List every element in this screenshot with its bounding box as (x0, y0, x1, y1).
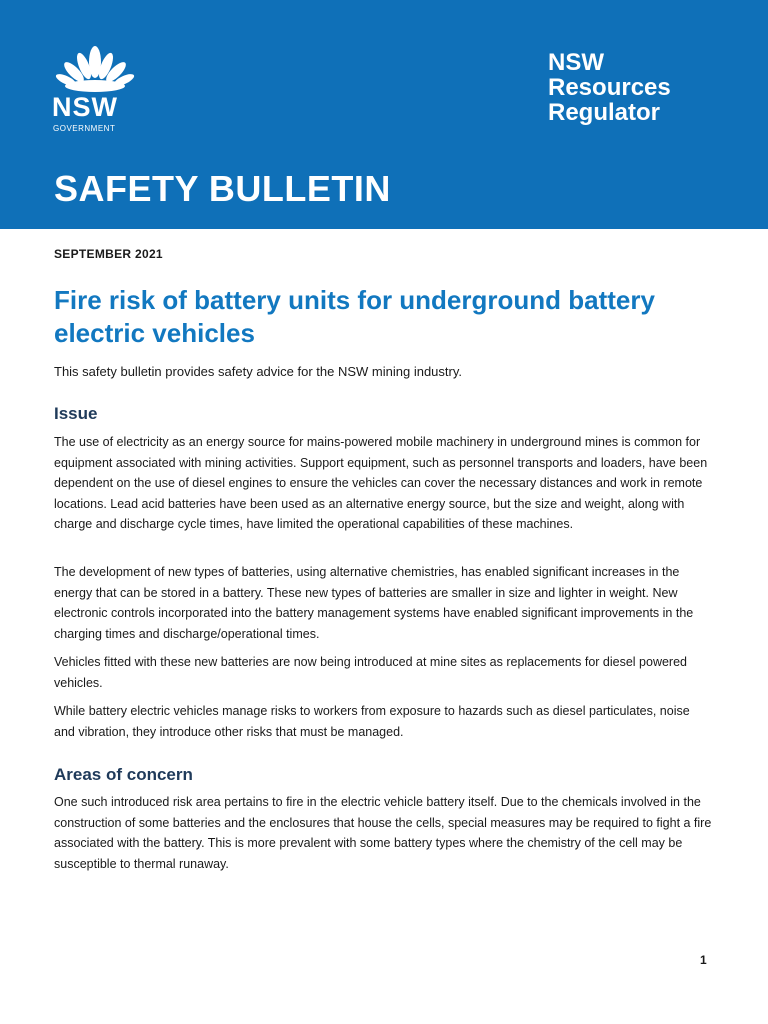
page-number: 1 (700, 953, 707, 967)
bulletin-title: Fire risk of battery units for underground battery electric vehicles (54, 285, 655, 348)
regulator-line-2: Resources (548, 74, 671, 101)
regulator-line-3: Regulator (548, 99, 661, 126)
regulator-line-1: NSW (548, 49, 604, 76)
issue-paragraph-2: The development of new types of batteries, using alternative chemistries, has enabled significant increases in the energy that can be stored in a battery. These new types of batteries are smaller in size and lighter in weight. New electronic controls incorporated into the battery management systems have enabled significant improvements in the charging times and discharge/operational times. (54, 565, 694, 641)
resources-regulator-logo (548, 50, 671, 125)
banner-title: SAFETY BULLETIN (54, 168, 391, 209)
issue-paragraph-4: While battery electric vehicles manage risks to workers from exposure to hazards such as diesel particulates, noise and vibration, they introduce other risks that must be managed. (54, 704, 690, 739)
government-logo-text: GOVERNMENT (53, 124, 116, 133)
header-banner (0, 0, 768, 229)
concern-paragraph-1: One such introduced risk area pertains to fire in the electric vehicle battery itself. Due to the chemicals involved in the construction of some batteries and the enclosures that house the cells, special measures may be required to fight a fire associated with the battery. This is more prevalent with some battery types where the chemistry of the cell may be susceptible to thermal runaway. (54, 795, 712, 871)
intro-text: This safety bulletin provides safety advice for the NSW mining industry. (54, 364, 462, 379)
section-heading-issue: Issue (54, 404, 98, 423)
bulletin-date: SEPTEMBER 2021 (54, 247, 163, 261)
issue-paragraph-1: The use of electricity as an energy source for mains-powered mobile machinery in underground mines is common for equipment associated with mining activities. Support equipment, such as personnel transports and loaders, have been dependent on the use of diesel engines to ensure the vehicles can cover the necessary distances and work in remote locations. Lead acid batteries have been used as an alternative energy source, but the size and weight, along with charge and discharge cycle times, have limited the operational capabilities of these machines. (54, 435, 708, 532)
section-heading-areas-of-concern: Areas of concern (54, 765, 193, 784)
nsw-logo-text: NSW (52, 92, 118, 122)
issue-paragraph-3: Vehicles fitted with these new batteries are now being introduced at mine sites as replacements for diesel powered vehicles. (54, 655, 687, 690)
